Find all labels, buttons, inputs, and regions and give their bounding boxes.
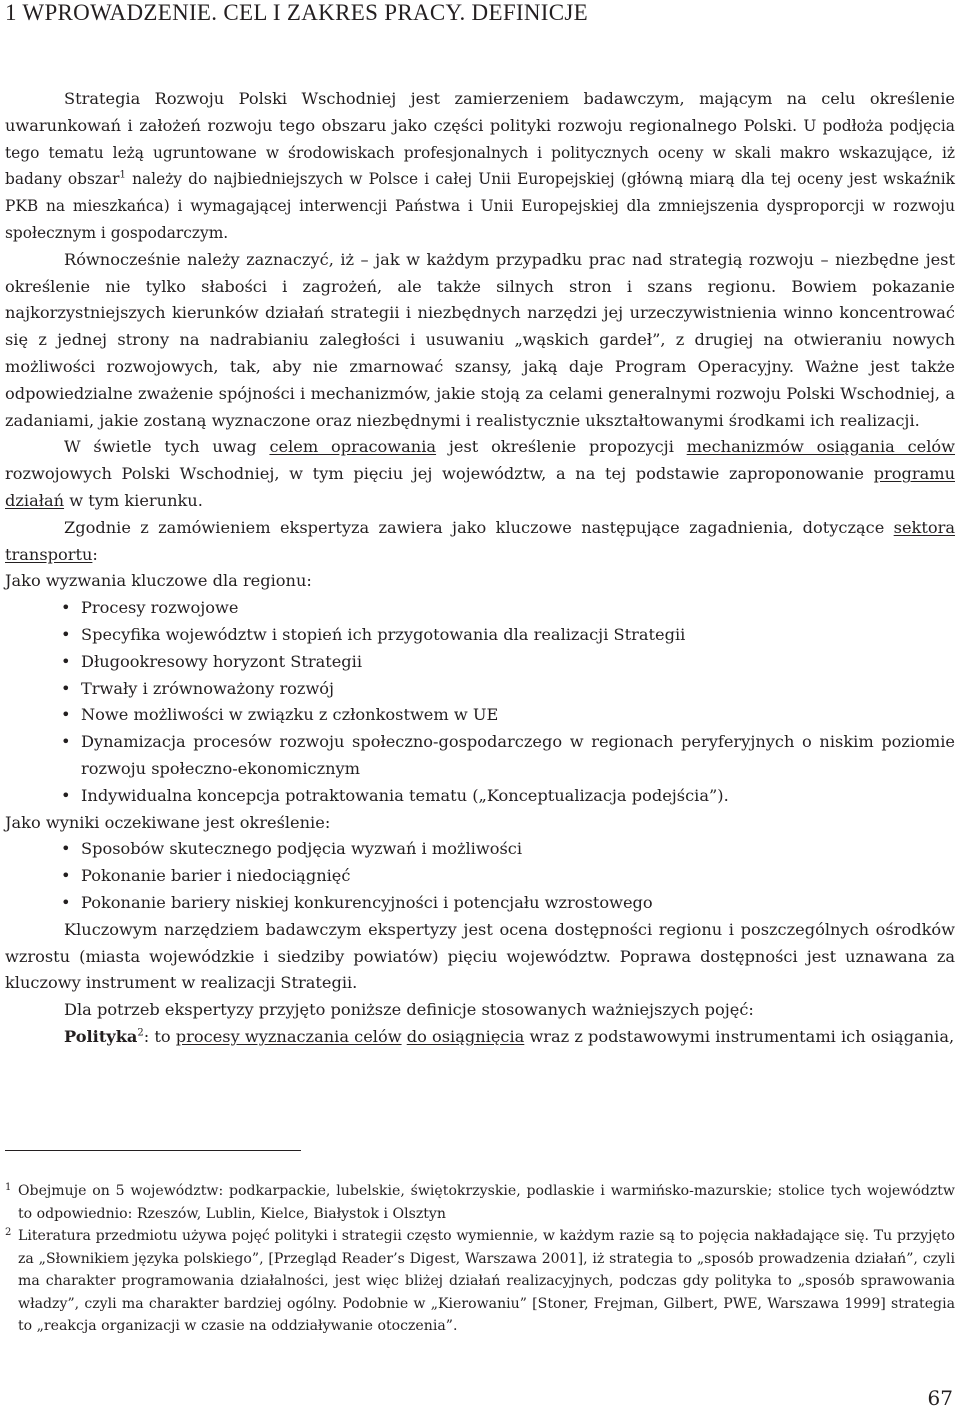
goal-underline-2: mechanizmów osiągania celów — [686, 437, 955, 457]
scope-underline: sektora transportu — [5, 517, 955, 564]
scope-text-a: Zgodnie z zamówieniem ekspertyza zawiera jako kluczowe następujące zagadnienia, dotyczące — [64, 517, 894, 537]
intro-sentence: Strategia Rozwoju Polski Wschodniej jest zamierzeniem badawczym, mającym na celu określenie uwarunkowań i założeń rozwoju tego obszaru jako części polityki rozwoju regionalnego Polski. — [5, 89, 955, 135]
list-item — [61, 622, 955, 649]
bullet-icon: • — [61, 651, 71, 671]
challenges-label: Jako wyzwania kluczowe dla regionu: — [5, 571, 312, 591]
list-item-text: Indywidualna koncepcja potraktowania tematu („Konceptualizacja podejścia”). — [81, 785, 729, 805]
list-item-text: Dynamizacja procesów rozwoju społeczno-gospodarczego w regionach peryferyjnych o niskim poziomie rozwoju społeczno-ekonomicznym — [81, 732, 955, 778]
bullet-icon: • — [61, 705, 71, 725]
intro-context: U podłoża podjęcia tego tematu leżą ugruntowane w środowiskach profesjonalnych i politycznych oceny w skali makro wskazujące, iż badany obszar — [5, 116, 955, 189]
bullet-icon: • — [61, 866, 71, 886]
list-item — [61, 890, 955, 917]
list-item-text: Procesy rozwojowe — [81, 598, 239, 618]
paragraph-scope — [5, 515, 955, 569]
definition-polityka — [5, 1024, 955, 1051]
list-item-text: Pokonanie bariery niskiej konkurencyjności i potencjału wzrostowego — [81, 892, 653, 912]
scope-text-b: : — [92, 544, 98, 564]
footnote-number: 2 — [5, 1227, 12, 1238]
definition-underline-1: procesy wyznaczania celów — [175, 1026, 402, 1046]
page-number: 67 — [927, 1386, 953, 1410]
bullet-icon: • — [61, 598, 71, 618]
list-item — [61, 783, 955, 810]
goal-text-a: W świetle tych uwag — [64, 437, 270, 457]
list-item-text: Nowe możliwości w związku z członkostwem w UE — [81, 705, 499, 725]
list-item-text: Pokonanie barier i niedociągnięć — [81, 866, 351, 886]
list-item — [61, 863, 955, 890]
definition-underline-2: do osiągnięcia — [406, 1026, 525, 1046]
list-item — [61, 836, 955, 863]
bullet-icon: • — [61, 785, 71, 805]
goal-underline-1: celem opracowania — [269, 437, 437, 457]
definition-term: Polityka — [64, 1026, 138, 1046]
bullet-icon: • — [61, 624, 71, 644]
body-text — [5, 86, 955, 1051]
goal-text-c: rozwojowych Polski Wschodniej, w tym pięciu jej województw, a na tej podstawie zaproponowanie — [5, 464, 874, 484]
footnote-ref-1[interactable]: 1 — [119, 170, 126, 181]
definition-text-a: : to — [143, 1026, 176, 1046]
challenges-list — [5, 595, 955, 809]
list-item — [61, 729, 955, 783]
footnote-separator — [5, 1150, 301, 1151]
list-item-text: Specyfika województw i stopień ich przygotowania dla realizacji Strategii — [81, 624, 686, 644]
list-item-text: Sposobów skutecznego podjęcia wyzwań i możliwości — [81, 839, 523, 859]
bullet-icon: • — [61, 839, 71, 859]
paragraph-intro — [5, 86, 955, 247]
footnote-number: 1 — [5, 1182, 12, 1193]
paragraph-goal — [5, 434, 955, 514]
results-list — [5, 836, 955, 916]
chapter-heading: 1 WPROWADZENIE. CEL I ZAKRES PRACY. DEFINICJE — [5, 0, 588, 25]
results-label: Jako wyniki oczekiwane jest określenie: — [5, 812, 331, 832]
list-item-text: Trwały i zrównoważony rozwój — [81, 678, 335, 698]
footnote-1 — [5, 1180, 955, 1225]
footnote-ref-2[interactable]: 2 — [137, 1027, 144, 1039]
footnotes — [5, 1180, 955, 1338]
goal-text-d: w tym kierunku. — [64, 490, 203, 510]
paragraph-simultaneously: Równocześnie należy zaznaczyć, iż – jak w każdym przypadku prac nad strategią rozwoju – niezbędne jest określenie nie tylko słabości i zagrożeń, ale także silnych stron i szans regionu. Bowiem pokazanie najkorzystniejszych kierunków działań strategii i niezbędnych narzędzi jej urzeczywistnienia winno koncentrować się z jednej strony na nadrabianiu zaległości i usuwaniu „wąskich gardeł”, z drugiej na otwieraniu nowych możliwości rozwojowych, tak, aby nie zmarnować szansy, jaką daje Program Operacyjny. Ważne jest także odpowiedzialne zważenie spójności i mechanizmów, jakie stoją za celami generalnymi rozwoju Polski Wschodniej, a zadaniami, jakie zostaną wyznaczone oraz niezbędnymi i realistycznie ukształtowanymi środkami ich realizacji. — [5, 249, 955, 430]
goal-underline-3: programu działań — [5, 464, 955, 510]
goal-text-b: jest określenie propozycji — [436, 437, 687, 457]
list-item — [61, 649, 955, 676]
list-item — [61, 702, 955, 729]
footnote-2 — [5, 1225, 955, 1338]
definition-text-c: wraz z podstawowymi instrumentami ich osiągania, — [524, 1026, 955, 1046]
list-item-text: Długookresowy horyzont Strategii — [81, 651, 363, 671]
bullet-icon: • — [61, 892, 71, 912]
bullet-icon: • — [61, 732, 71, 752]
list-item — [61, 676, 955, 703]
paragraph-definitions-intro: Dla potrzeb ekspertyzy przyjęto poniższe definicje stosowanych ważniejszych pojęć: — [64, 1000, 754, 1020]
footnote-text: Literatura przedmiotu używa pojęć polityki i strategii często wymiennie, w każdym razie są to pojęcia nakładające się. Tu przyjęto za „Słownikiem języka polskiego”, [Przegląd Reader’s Digest, Warszawa 2001], iż strategia to „sposób prowadzenia działań”, czyli ma charakter programowania działalności, jest więc bliżej działań realizacyjnych, podczas gdy polityka to „sposób sprawowania władzy”, czyli ma charakter bardziej ogólny. Podobnie w „Kierowaniu” [Stoner, Frejman, Gilbert, PWE, Warszawa 1999] strategia to „reakcja organizacji w czasie na oddziaływanie otoczenia”. — [18, 1228, 955, 1334]
paragraph-tool: Kluczowym narzędziem badawczym ekspertyzy jest ocena dostępności regionu i poszczególnych ośrodków wzrostu (miasta wojewódzkie i siedziby powiatów) pięciu województw. Poprawa dostępności jest uznawana za kluczowy instrument w realizacji Strategii. — [5, 919, 955, 993]
bullet-icon: • — [61, 678, 71, 698]
list-item — [61, 595, 955, 622]
footnote-text: Obejmuje on 5 województw: podkarpackie, lubelskie, świętokrzyskie, podlaskie i warmińsko-mazurskie; stolice tych województw to odpowiednio: Rzeszów, Lublin, Kielce, Białystok i Olsztyn — [18, 1183, 955, 1222]
intro-context-cont: należy do najbiedniejszych w Polsce i całej Unii Europejskiej (główną miarą dla tej oceny jest wskaźnik PKB na mieszkańca) i wymagającej interwencji Państwa i Unii Europejskiej dla zmniejszenia dysproporcji w rozwoju społecznym i gospodarczym. — [5, 170, 955, 242]
